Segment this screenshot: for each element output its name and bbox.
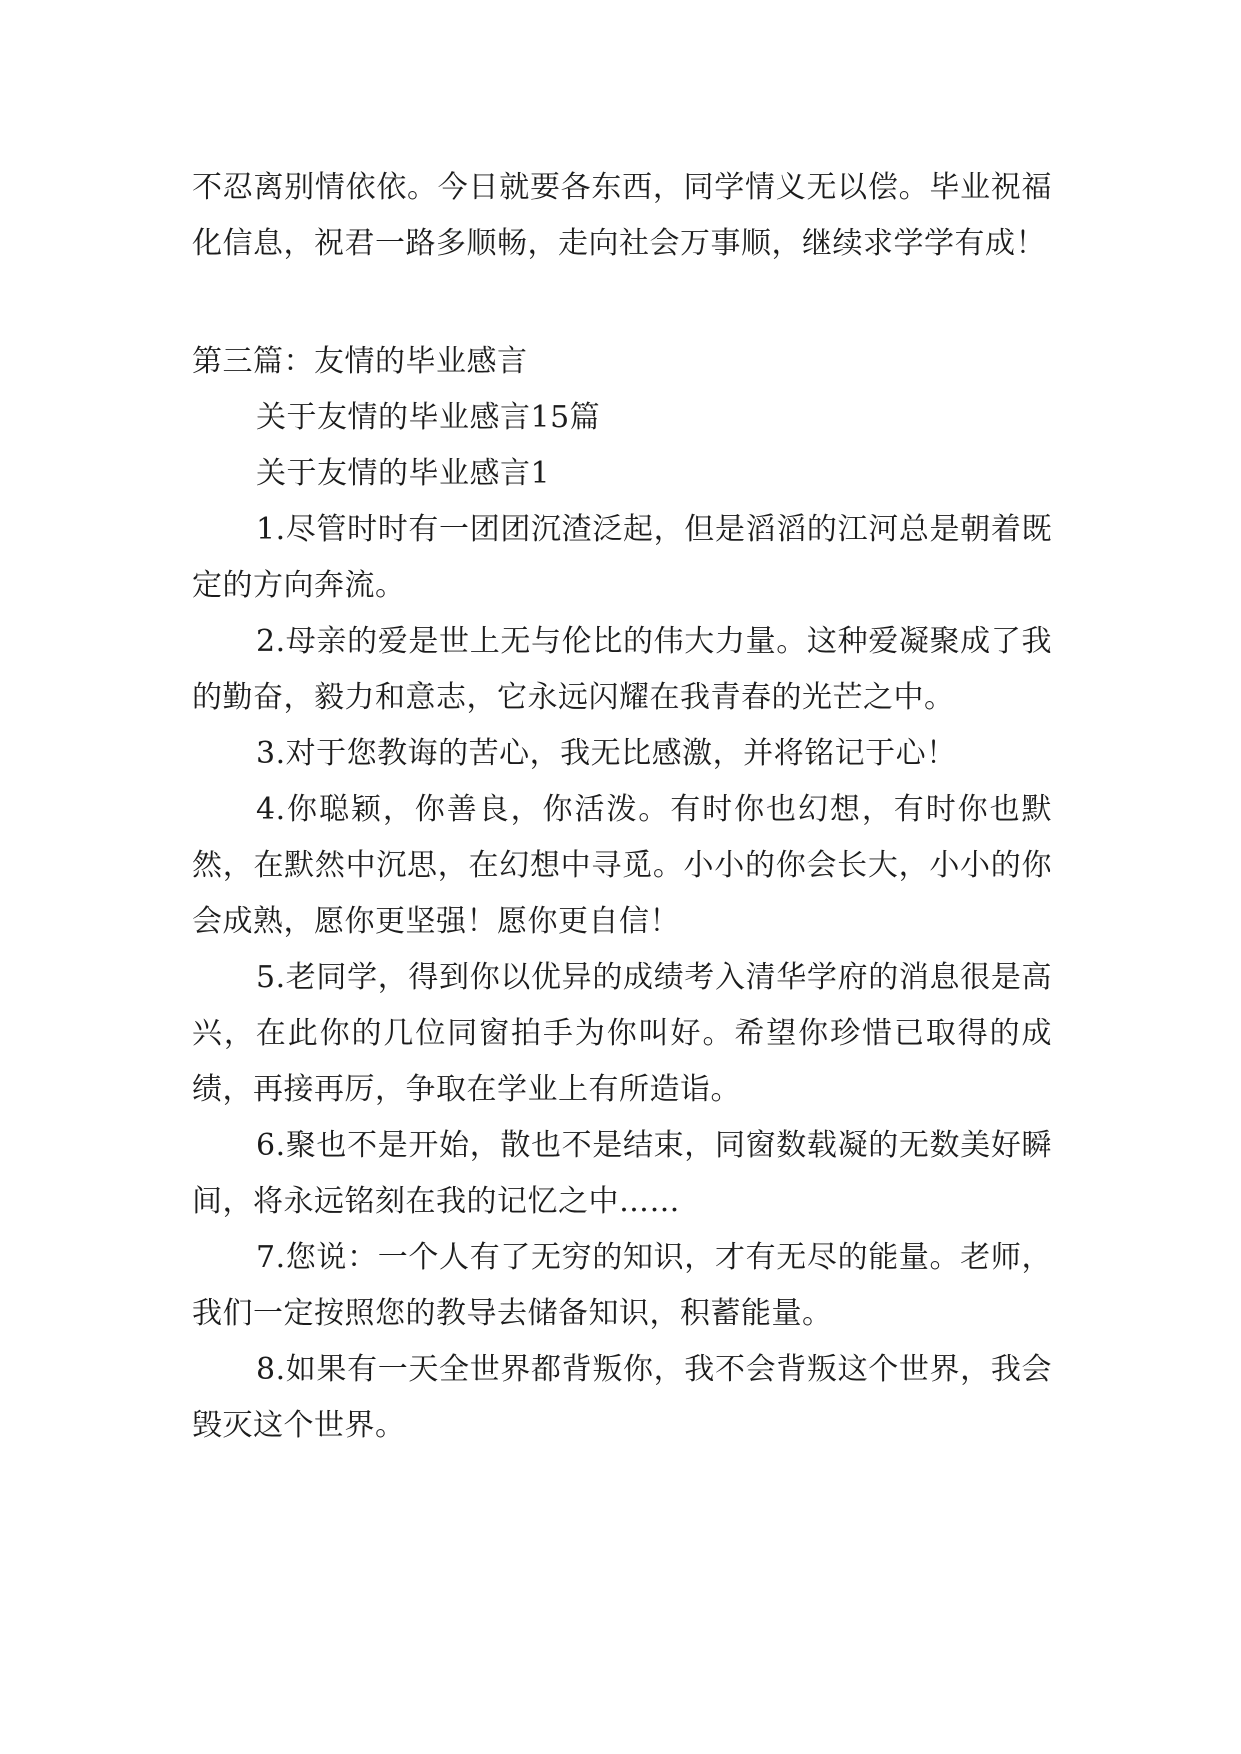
list-item: 5.老同学，得到你以优异的成绩考入清华学府的消息很是高兴，在此你的几位同窗拍手为你叫好。希望你珍惜已取得的成绩，再接再厉，争取在学业上有所造诣。 [192,960,1052,1107]
list-item: 4.你聪颖，你善良，你活泼。有时你也幻想，有时你也默然，在默然中沉思，在幻想中寻觅。小小的你会长大，小小的你会成熟，愿你更坚强！愿你更自信！ [192,792,1052,939]
list-item: 2.母亲的爱是世上无与伦比的伟大力量。这种爱凝聚成了我的勤奋，毅力和意志，它永远闪耀在我青春的光芒之中。 [192,624,1052,715]
list-item: 8.如果有一天全世界都背叛你，我不会背叛这个世界，我会毁灭这个世界。 [192,1352,1052,1443]
section-gap [192,272,1052,334]
list-item: 1.尽管时时有一团团沉渣泛起，但是滔滔的江河总是朝着既定的方向奔流。 [192,512,1052,603]
list-item: 7.您说：一个人有了无穷的知识，才有无尽的能量。老师，我们一定按照您的教导去储备知识，积蓄能量。 [192,1240,1052,1331]
section-heading: 第三篇：友情的毕业感言 [192,344,528,379]
sub-subtitle: 关于友情的毕业感言1 [256,456,551,491]
document-body [192,160,1052,1454]
list-item: 3.对于您教诲的苦心，我无比感激，并将铭记于心！ [256,736,957,771]
list-item: 6.聚也不是开始，散也不是结束，同窗数载凝的无数美好瞬间，将永远铭刻在我的记忆之中…… [192,1128,1052,1219]
opening-paragraph: 不忍离别情依依。今日就要各东西，同学情义无以偿。毕业祝福化信息，祝君一路多顺畅，走向社会万事顺，继续求学学有成！ [192,170,1052,261]
subtitle: 关于友情的毕业感言15篇 [256,400,601,435]
